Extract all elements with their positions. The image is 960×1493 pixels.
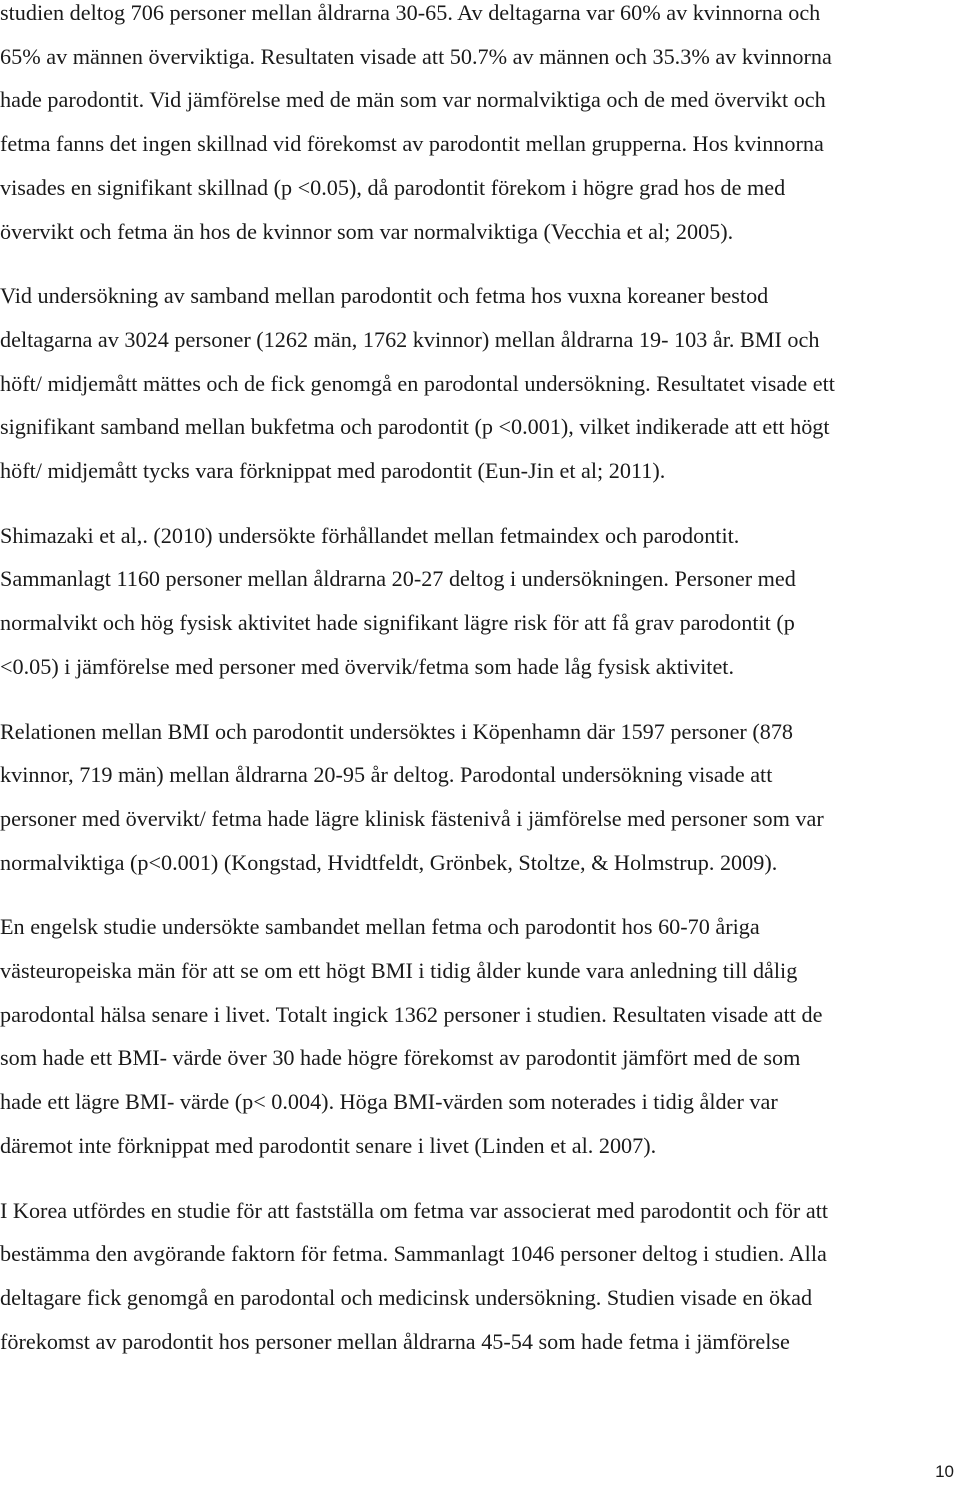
text-line: parodontal hälsa senare i livet. Totalt ingick 1362 personer i studien. Resultaten visade att de: [0, 1001, 823, 1027]
text-line: hade parodontit. Vid jämförelse med de män som var normalviktiga och de med övervikt och: [0, 87, 826, 113]
text-line: deltagare fick genomgå en parodontal och medicinsk undersökning. Studien visade en ökad: [0, 1284, 813, 1310]
text-line: I Korea utfördes en studie för att fastställa om fetma var associerat med parodontit och för att: [0, 1197, 829, 1223]
text-line: övervikt och fetma än hos de kvinnor som var normalviktiga (Vecchia et al; 2005).: [0, 218, 734, 244]
paragraph-1: [0, 0, 960, 253]
text-line: västeuropeiska män för att se om ett högt BMI i tidig ålder kunde vara anledning till dålig: [0, 958, 798, 984]
text-line: däremot inte förknippat med parodontit senare i livet (Linden et al. 2007).: [0, 1132, 657, 1158]
text-line: normalvikt och hög fysisk aktivitet hade signifikant lägre risk för att få grav parodontit (p: [0, 610, 795, 636]
text-line: visades en signifikant skillnad (p <0.05), då parodontit förekom i högre grad hos de med: [0, 174, 786, 200]
text-line: Sammanlagt 1160 personer mellan åldrarna 20-27 deltog i undersökningen. Personer med: [0, 566, 796, 592]
text-line: Vid undersökning av samband mellan parodontit och fetma hos vuxna koreaner bestod: [0, 283, 769, 309]
text-line: Shimazaki et al,. (2010) undersökte förhållandet mellan fetmaindex och parodontit.: [0, 522, 740, 548]
text-line: höft/ midjemått tycks vara förknippat med parodontit (Eun-Jin et al; 2011).: [0, 458, 666, 484]
text-line: deltagarna av 3024 personer (1262 män, 1762 kvinnor) mellan åldrarna 19- 103 år. BMI och: [0, 326, 820, 352]
paragraph-2: [0, 274, 960, 493]
paragraph-5: [0, 905, 960, 1167]
text-line: signifikant samband mellan bukfetma och parodontit (p <0.001), vilket indikerade att ett högt: [0, 414, 830, 440]
text-line: kvinnor, 719 män) mellan åldrarna 20-95 år deltog. Parodontal undersökning visade att: [0, 762, 773, 788]
text-line: Relationen mellan BMI och parodontit undersöktes i Köpenhamn där 1597 personer (878: [0, 718, 794, 744]
text-line: som hade ett BMI- värde över 30 hade högre förekomst av parodontit jämfört med de som: [0, 1045, 801, 1071]
text-line: studien deltog 706 personer mellan åldrarna 30-65. Av deltagarna var 60% av kvinnorna och: [0, 0, 821, 25]
text-line: personer med övervikt/ fetma hade lägre klinisk fästenivå i jämförelse med personer som var: [0, 805, 824, 831]
page-number: 10: [935, 1462, 954, 1481]
text-line: förekomst av parodontit hos personer mellan åldrarna 45-54 som hade fetma i jämförelse: [0, 1328, 790, 1354]
text-line: höft/ midjemått mättes och de fick genomgå en parodontal undersökning. Resultatet visade ett: [0, 370, 835, 396]
paragraph-6: [0, 1189, 960, 1364]
text-line: fetma fanns det ingen skillnad vid förekomst av parodontit mellan grupperna. Hos kvinnorna: [0, 131, 824, 157]
text-line: En engelsk studie undersökte sambandet mellan fetma och parodontit hos 60-70 åriga: [0, 914, 760, 940]
text-line: <0.05) i jämförelse med personer med övervik/fetma som hade låg fysisk aktivitet.: [0, 653, 735, 679]
paragraph-4: [0, 710, 960, 885]
text-line: bestämma den avgörande faktorn för fetma. Sammanlagt 1046 personer deltog i studien. Alla: [0, 1241, 827, 1267]
paragraph-3: [0, 514, 960, 689]
text-line: normalviktiga (p<0.001) (Kongstad, Hvidtfeldt, Grönbek, Stoltze, & Holmstrup. 2009).: [0, 849, 778, 875]
text-line: hade ett lägre BMI- värde (p< 0.004). Höga BMI-värden som noterades i tidig ålder var: [0, 1089, 778, 1115]
text-line: 65% av männen överviktiga. Resultaten visade att 50.7% av männen och 35.3% av kvinnorna: [0, 43, 832, 69]
